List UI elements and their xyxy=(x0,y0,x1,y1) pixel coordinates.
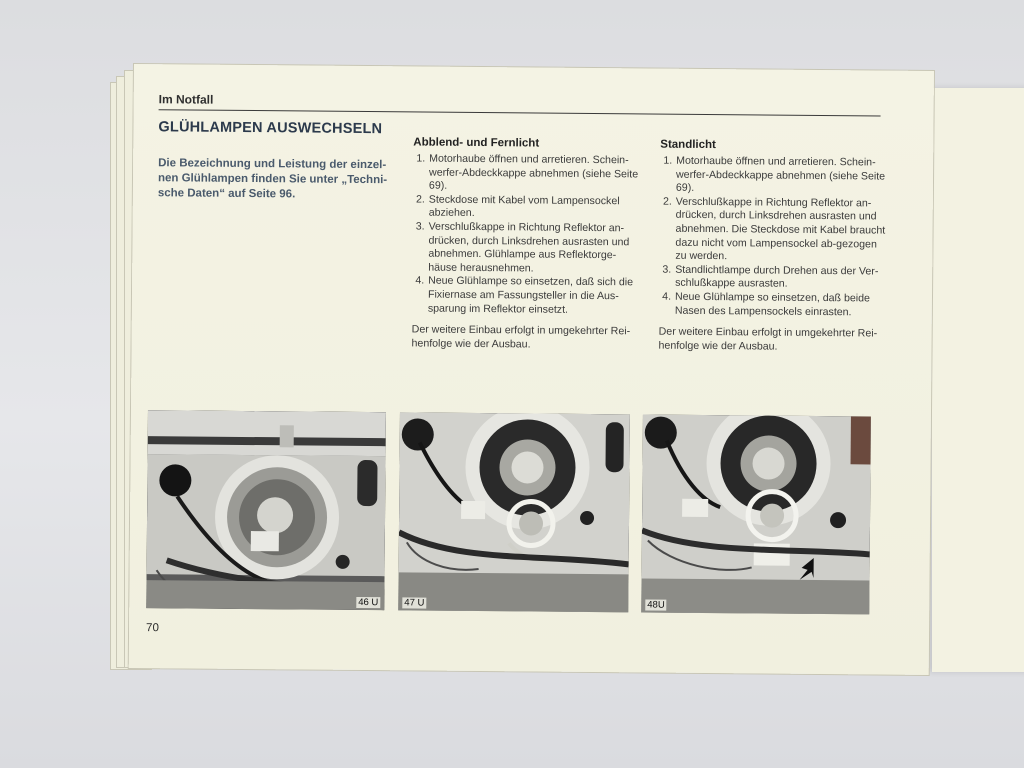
step-item: 2. Steckdose mit Kabel vom Lampensockel abziehen. xyxy=(428,193,639,222)
figure-photo xyxy=(146,410,386,610)
headlight-housing-photo xyxy=(398,412,630,612)
header-rule xyxy=(159,109,881,116)
abblend-closing: Der weitere Einbau erfolgt in umgekehrter Rei-henfolge wie der Ausbau. xyxy=(411,323,631,351)
step-item: 3. Verschlußkappe in Richtung Reflektor an-drücken, durch Linksdrehen ausrasten und abnehmen. Glühlampe aus Reflektorge-häuse herausnehmen. xyxy=(427,221,638,277)
figure-label: 46 U xyxy=(358,596,379,609)
figure-photo xyxy=(398,412,630,612)
manual-page xyxy=(129,64,934,675)
step-item: 1. Motorhaube öffnen und arretieren. Schein-werfer-Abdeckkappe abnehmen (siehe Seite 69). xyxy=(428,153,639,196)
standlicht-section xyxy=(658,139,886,355)
step-item: 1. Motorhaube öffnen und arretieren. Schein-werfer-Abdeckkappe abnehmen (siehe Seite 69). xyxy=(675,155,886,198)
standlicht-closing: Der weitere Einbau erfolgt in umgekehrter Rei-henfolge wie der Ausbau. xyxy=(658,325,878,353)
intro-line: Die Bezeichnung und Leistung der einzel- xyxy=(158,157,387,172)
step-item: 4. Neue Glühlampe so einsetzen, daß beide Nasen des Lampensockels einrasten. xyxy=(674,291,885,320)
step-item: 3. Standlichtlampe durch Drehen aus der Ver-schlußkappe ausrasten. xyxy=(674,263,885,292)
intro-text xyxy=(158,156,388,203)
page-number: 70 xyxy=(146,622,159,635)
step-item: 4. Neue Glühlampe so einsetzen, daß sich die Fixiernase am Fassungsteller in die Aus-sparung im Reflektor einsetzt. xyxy=(427,275,638,318)
section-header: Im Notfall xyxy=(158,92,214,107)
headlight-housing-photo xyxy=(641,414,871,614)
abblend-section xyxy=(412,136,640,352)
abblend-heading: Abblend- und Fernlicht xyxy=(413,136,540,150)
intro-line: nen Glühlampen finden Sie unter „Techni- xyxy=(157,172,388,187)
standlicht-heading: Standlicht xyxy=(660,138,716,152)
headlight-housing-photo xyxy=(146,410,386,610)
step-item: 2. Verschlußkappe in Richtung Reflektor an-drücken, durch Linksdrehen ausrasten und abnehmen. Die Steckdose mit Kabel braucht dazu nicht vom Lampensockel ab-gezogen zu werden. xyxy=(674,196,886,266)
figure-label: 47 U xyxy=(404,597,425,609)
next-page xyxy=(932,88,1024,672)
abblend-steps xyxy=(412,152,639,317)
figure-label: 48U xyxy=(647,599,665,611)
standlicht-steps xyxy=(659,155,886,320)
page-title: GLÜHLAMPEN AUSWECHSELN xyxy=(158,119,383,138)
figure-photo xyxy=(641,414,871,614)
intro-line: sche Daten“ auf Seite 96. xyxy=(157,187,296,201)
